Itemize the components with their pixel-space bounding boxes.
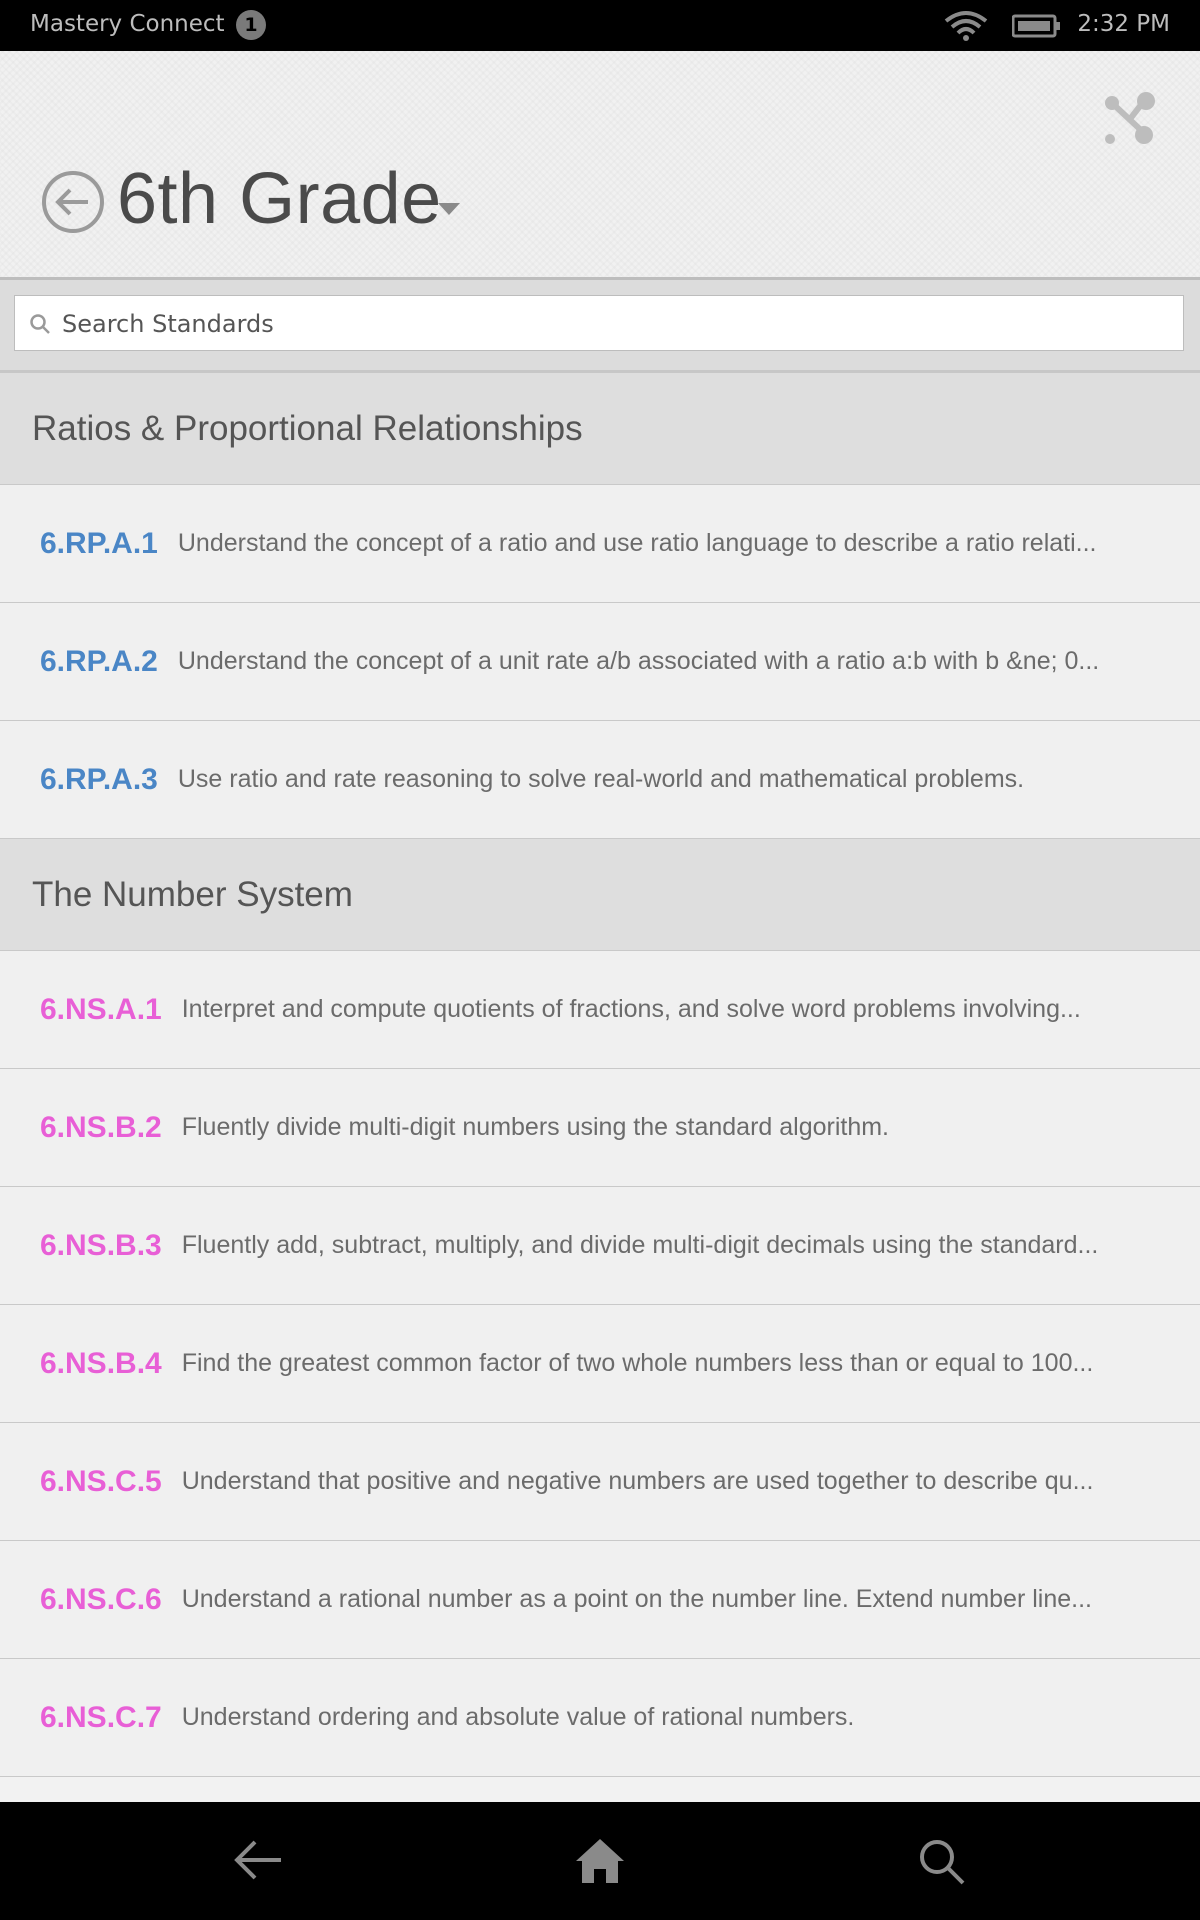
standard-code: 6.NS.C.7 <box>40 1700 162 1734</box>
section-header: Ratios & Proportional Relationships <box>0 373 1200 485</box>
standard-description: Interpret and compute quotients of fractions, and solve word problems involving... <box>181 995 1081 1023</box>
share-icon[interactable] <box>1100 91 1160 151</box>
standard-code: 6.NS.B.4 <box>40 1346 162 1380</box>
standard-description: Fluently divide multi-digit numbers using the standard algorithm. <box>181 1113 890 1141</box>
standard-description: Use ratio and rate reasoning to solve real-world and mathematical problems. <box>177 765 1025 793</box>
standard-code: 6.NS.C.5 <box>40 1464 162 1498</box>
standard-code: 6.RP.A.2 <box>40 644 158 678</box>
standard-row[interactable] <box>0 1659 1200 1777</box>
standard-row[interactable] <box>0 1541 1200 1659</box>
header <box>0 51 1200 280</box>
standard-row[interactable] <box>0 721 1200 839</box>
back-circle-icon[interactable] <box>40 169 106 235</box>
standard-description: Understand a rational number as a point on the number line. Extend number line... <box>181 1585 1092 1613</box>
standard-code: 6.RP.A.3 <box>40 762 158 796</box>
search-icon <box>29 313 51 335</box>
standard-description: Understand the concept of a unit rate a/b associated with a ratio a:b with b &ne; 0... <box>177 647 1100 675</box>
standard-row[interactable] <box>0 1187 1200 1305</box>
standard-code: 6.NS.C.6 <box>40 1582 162 1616</box>
standard-description: Understand the concept of a ratio and use ratio language to describe a ratio relati... <box>177 529 1097 557</box>
notification-badge: 1 <box>236 10 266 40</box>
standard-row[interactable] <box>0 951 1200 1069</box>
standards-list <box>0 373 1200 1777</box>
standard-description: Understand that positive and negative numbers are used together to describe qu... <box>181 1467 1094 1495</box>
back-arrow-icon[interactable] <box>233 1837 285 1883</box>
standard-description: Fluently add, subtract, multiply, and divide multi-digit decimals using the standard... <box>181 1231 1099 1259</box>
search-icon[interactable] <box>917 1837 967 1887</box>
status-time: 2:32 PM <box>1077 11 1170 37</box>
standard-code: 6.NS.B.2 <box>40 1110 162 1144</box>
standard-row[interactable] <box>0 1069 1200 1187</box>
standard-code: 6.RP.A.1 <box>40 526 158 560</box>
standard-code: 6.NS.B.3 <box>40 1228 162 1262</box>
standard-row[interactable] <box>0 1423 1200 1541</box>
standard-code: 6.NS.A.1 <box>40 992 162 1026</box>
wifi-icon <box>944 9 988 41</box>
standard-description: Find the greatest common factor of two whole numbers less than or equal to 100... <box>181 1349 1094 1377</box>
standard-row[interactable] <box>0 485 1200 603</box>
page-title[interactable]: 6th Grade <box>117 159 442 239</box>
standard-row[interactable] <box>0 1305 1200 1423</box>
navigation-bar <box>0 1802 1200 1920</box>
battery-icon <box>1012 14 1062 38</box>
search-bar <box>0 280 1200 373</box>
status-bar <box>0 0 1200 51</box>
standard-row[interactable] <box>0 603 1200 721</box>
search-input[interactable] <box>60 296 1164 352</box>
search-box[interactable] <box>14 295 1184 351</box>
home-icon[interactable] <box>574 1837 626 1885</box>
caret-down-icon[interactable] <box>438 203 460 217</box>
section-header: The Number System <box>0 839 1200 951</box>
status-app-name: Mastery Connect <box>30 11 225 37</box>
standard-description: Understand ordering and absolute value of rational numbers. <box>181 1703 855 1731</box>
